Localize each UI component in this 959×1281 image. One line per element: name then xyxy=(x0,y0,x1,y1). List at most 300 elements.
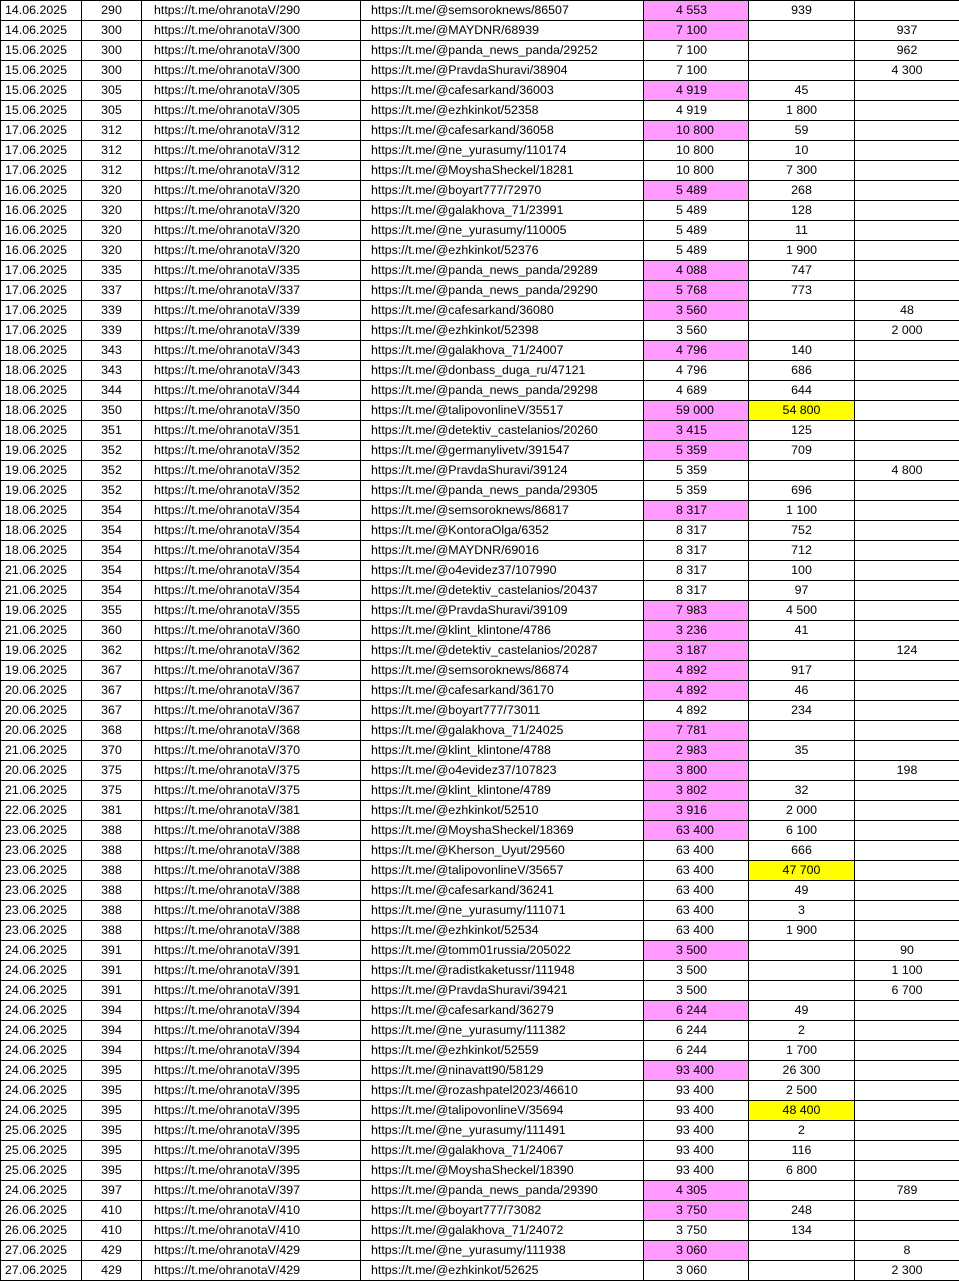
cell-repost-link[interactable]: https://t.me/@ne_yurasumy/110174 xyxy=(361,141,644,161)
cell-source-link[interactable]: https://t.me/ohranotaV/290 xyxy=(142,1,361,21)
cell-repost-views: 46 xyxy=(749,681,855,701)
cell-date: 25.06.2025 xyxy=(1,1141,82,1161)
cell-post-number: 300 xyxy=(82,61,142,81)
cell-repost-link[interactable]: https://t.me/@o4evidez37/107823 xyxy=(361,761,644,781)
cell-date: 24.06.2025 xyxy=(1,1081,82,1101)
cell-post-number: 354 xyxy=(82,581,142,601)
cell-repost-link[interactable]: https://t.me/@panda_news_panda/29305 xyxy=(361,481,644,501)
cell-source-views: 8 317 xyxy=(644,521,749,541)
cell-repost-link[interactable]: https://t.me/@panda_news_panda/29298 xyxy=(361,381,644,401)
cell-source-views: 5 359 xyxy=(644,461,749,481)
cell-repost-link[interactable]: https://t.me/@PravdaShuravi/39421 xyxy=(361,981,644,1001)
cell-source-link[interactable]: https://t.me/ohranotaV/375 xyxy=(142,761,361,781)
cell-repost-link[interactable]: https://t.me/@galakhova_71/24007 xyxy=(361,341,644,361)
cell-source-link[interactable]: https://t.me/ohranotaV/367 xyxy=(142,681,361,701)
cell-source-link[interactable]: https://t.me/ohranotaV/320 xyxy=(142,221,361,241)
table-row xyxy=(1,1181,959,1201)
cell-date: 15.06.2025 xyxy=(1,101,82,121)
cell-repost-link[interactable]: https://t.me/@galakhova_71/24072 xyxy=(361,1221,644,1241)
cell-source-link[interactable]: https://t.me/ohranotaV/381 xyxy=(142,801,361,821)
table-row xyxy=(1,81,959,101)
cell-repost-views: 696 xyxy=(749,481,855,501)
cell-repost-views: 47 700 xyxy=(749,861,855,881)
cell-source-link[interactable]: https://t.me/ohranotaV/429 xyxy=(142,1241,361,1261)
cell-source-views: 10 800 xyxy=(644,121,749,141)
cell-repost-link[interactable]: https://t.me/@panda_news_panda/29289 xyxy=(361,261,644,281)
cell-source-views: 5 489 xyxy=(644,201,749,221)
table-row xyxy=(1,1,959,21)
cell-extra-views xyxy=(855,681,959,701)
cell-source-link[interactable]: https://t.me/ohranotaV/343 xyxy=(142,341,361,361)
cell-repost-link[interactable]: https://t.me/@detektiv_castelanios/20260 xyxy=(361,421,644,441)
cell-repost-link[interactable]: https://t.me/@ninavatt90/58129 xyxy=(361,1061,644,1081)
table-row xyxy=(1,401,959,421)
cell-repost-link[interactable]: https://t.me/@detektiv_castelanios/20287 xyxy=(361,641,644,661)
cell-source-link[interactable]: https://t.me/ohranotaV/394 xyxy=(142,1041,361,1061)
cell-source-link[interactable]: https://t.me/ohranotaV/352 xyxy=(142,481,361,501)
cell-source-views: 5 768 xyxy=(644,281,749,301)
cell-source-link[interactable]: https://t.me/ohranotaV/312 xyxy=(142,161,361,181)
cell-source-views: 59 000 xyxy=(644,401,749,421)
cell-repost-views: 10 xyxy=(749,141,855,161)
cell-source-link[interactable]: https://t.me/ohranotaV/395 xyxy=(142,1101,361,1121)
cell-source-link[interactable]: https://t.me/ohranotaV/305 xyxy=(142,101,361,121)
cell-post-number: 351 xyxy=(82,421,142,441)
cell-repost-views: 709 xyxy=(749,441,855,461)
cell-repost-link[interactable]: https://t.me/@germanylivetv/391547 xyxy=(361,441,644,461)
cell-source-link[interactable]: https://t.me/ohranotaV/391 xyxy=(142,941,361,961)
cell-repost-views xyxy=(749,761,855,781)
cell-extra-views: 4 800 xyxy=(855,461,959,481)
cell-source-views: 3 187 xyxy=(644,641,749,661)
cell-post-number: 391 xyxy=(82,941,142,961)
cell-date: 15.06.2025 xyxy=(1,61,82,81)
cell-source-link[interactable]: https://t.me/ohranotaV/312 xyxy=(142,141,361,161)
cell-post-number: 394 xyxy=(82,1001,142,1021)
cell-source-link[interactable]: https://t.me/ohranotaV/352 xyxy=(142,461,361,481)
cell-repost-link[interactable]: https://t.me/@boyart777/73082 xyxy=(361,1201,644,1221)
table-row xyxy=(1,1041,959,1061)
cell-extra-views xyxy=(855,921,959,941)
cell-repost-link[interactable]: https://t.me/@donbass_duga_ru/47121 xyxy=(361,361,644,381)
cell-repost-link[interactable]: https://t.me/@semsoroknews/86507 xyxy=(361,1,644,21)
cell-post-number: 343 xyxy=(82,341,142,361)
cell-repost-views: 49 xyxy=(749,1001,855,1021)
cell-extra-views xyxy=(855,821,959,841)
cell-extra-views: 124 xyxy=(855,641,959,661)
table-row xyxy=(1,921,959,941)
cell-post-number: 410 xyxy=(82,1201,142,1221)
cell-repost-link[interactable]: https://t.me/@ezhkinkot/52376 xyxy=(361,241,644,261)
cell-post-number: 367 xyxy=(82,701,142,721)
cell-date: 25.06.2025 xyxy=(1,1121,82,1141)
cell-repost-link[interactable]: https://t.me/@ne_yurasumy/110005 xyxy=(361,221,644,241)
cell-date: 18.06.2025 xyxy=(1,381,82,401)
cell-post-number: 429 xyxy=(82,1241,142,1261)
cell-repost-link[interactable]: https://t.me/@ezhkinkot/52625 xyxy=(361,1261,644,1281)
cell-source-views: 5 489 xyxy=(644,241,749,261)
cell-source-link[interactable]: https://t.me/ohranotaV/395 xyxy=(142,1141,361,1161)
table-row xyxy=(1,961,959,981)
cell-source-link[interactable]: https://t.me/ohranotaV/350 xyxy=(142,401,361,421)
table-row xyxy=(1,501,959,521)
cell-source-views: 6 244 xyxy=(644,1001,749,1021)
cell-source-link[interactable]: https://t.me/ohranotaV/388 xyxy=(142,861,361,881)
cell-post-number: 320 xyxy=(82,241,142,261)
cell-extra-views: 962 xyxy=(855,41,959,61)
cell-repost-views: 1 700 xyxy=(749,1041,855,1061)
cell-extra-views xyxy=(855,521,959,541)
cell-repost-link[interactable]: https://t.me/@MAYDNR/69016 xyxy=(361,541,644,561)
cell-extra-views: 90 xyxy=(855,941,959,961)
table-row xyxy=(1,981,959,1001)
cell-repost-views: 32 xyxy=(749,781,855,801)
cell-repost-views xyxy=(749,301,855,321)
cell-source-views: 63 400 xyxy=(644,861,749,881)
cell-repost-views: 2 500 xyxy=(749,1081,855,1101)
cell-repost-views: 7 300 xyxy=(749,161,855,181)
cell-source-views: 3 750 xyxy=(644,1221,749,1241)
cell-post-number: 368 xyxy=(82,721,142,741)
cell-date: 17.06.2025 xyxy=(1,141,82,161)
cell-repost-link[interactable]: https://t.me/@galakhova_71/23991 xyxy=(361,201,644,221)
cell-repost-link[interactable]: https://t.me/@cafesarkand/36080 xyxy=(361,301,644,321)
table-row xyxy=(1,581,959,601)
cell-extra-views xyxy=(855,1041,959,1061)
cell-extra-views: 198 xyxy=(855,761,959,781)
table-row xyxy=(1,881,959,901)
cell-repost-views: 6 100 xyxy=(749,821,855,841)
cell-repost-link[interactable]: https://t.me/@panda_news_panda/29390 xyxy=(361,1181,644,1201)
cell-extra-views xyxy=(855,221,959,241)
cell-repost-link[interactable]: https://t.me/@cafesarkand/36241 xyxy=(361,881,644,901)
cell-extra-views xyxy=(855,1161,959,1181)
cell-date: 19.06.2025 xyxy=(1,641,82,661)
cell-date: 15.06.2025 xyxy=(1,41,82,61)
cell-source-link[interactable]: https://t.me/ohranotaV/354 xyxy=(142,541,361,561)
cell-repost-views: 2 000 xyxy=(749,801,855,821)
cell-source-views: 8 317 xyxy=(644,581,749,601)
cell-date: 24.06.2025 xyxy=(1,1101,82,1121)
cell-date: 16.06.2025 xyxy=(1,241,82,261)
cell-date: 23.06.2025 xyxy=(1,861,82,881)
cell-source-views: 3 500 xyxy=(644,981,749,1001)
cell-source-link[interactable]: https://t.me/ohranotaV/320 xyxy=(142,201,361,221)
table-row xyxy=(1,1241,959,1261)
table-row xyxy=(1,601,959,621)
cell-repost-link[interactable]: https://t.me/@MAYDNR/68939 xyxy=(361,21,644,41)
cell-date: 20.06.2025 xyxy=(1,761,82,781)
cell-extra-views xyxy=(855,701,959,721)
cell-date: 18.06.2025 xyxy=(1,401,82,421)
cell-source-link[interactable]: https://t.me/ohranotaV/370 xyxy=(142,741,361,761)
table-row xyxy=(1,41,959,61)
table-body xyxy=(1,1,959,1281)
cell-source-link[interactable]: https://t.me/ohranotaV/354 xyxy=(142,501,361,521)
cell-date: 24.06.2025 xyxy=(1,981,82,1001)
cell-repost-views: 747 xyxy=(749,261,855,281)
cell-extra-views: 2 300 xyxy=(855,1261,959,1281)
cell-source-link[interactable]: https://t.me/ohranotaV/339 xyxy=(142,301,361,321)
cell-post-number: 395 xyxy=(82,1061,142,1081)
cell-date: 24.06.2025 xyxy=(1,1061,82,1081)
cell-repost-link[interactable]: https://t.me/@ne_yurasumy/111938 xyxy=(361,1241,644,1261)
cell-source-link[interactable]: https://t.me/ohranotaV/388 xyxy=(142,901,361,921)
cell-repost-link[interactable]: https://t.me/@semsoroknews/86817 xyxy=(361,501,644,521)
cell-repost-views: 3 xyxy=(749,901,855,921)
cell-source-link[interactable]: https://t.me/ohranotaV/352 xyxy=(142,441,361,461)
cell-date: 16.06.2025 xyxy=(1,221,82,241)
cell-source-link[interactable]: https://t.me/ohranotaV/300 xyxy=(142,41,361,61)
cell-source-link[interactable]: https://t.me/ohranotaV/388 xyxy=(142,841,361,861)
cell-repost-views: 2 xyxy=(749,1021,855,1041)
cell-extra-views xyxy=(855,801,959,821)
cell-repost-link[interactable]: https://t.me/@talipovonlineV/35517 xyxy=(361,401,644,421)
cell-extra-views xyxy=(855,421,959,441)
table-row xyxy=(1,1081,959,1101)
cell-repost-link[interactable]: https://t.me/@ezhkinkot/52358 xyxy=(361,101,644,121)
cell-repost-link[interactable]: https://t.me/@PravdaShuravi/38904 xyxy=(361,61,644,81)
cell-source-link[interactable]: https://t.me/ohranotaV/388 xyxy=(142,821,361,841)
cell-repost-views: 49 xyxy=(749,881,855,901)
cell-repost-link[interactable]: https://t.me/@ezhkinkot/52510 xyxy=(361,801,644,821)
cell-source-link[interactable]: https://t.me/ohranotaV/305 xyxy=(142,81,361,101)
cell-date: 20.06.2025 xyxy=(1,721,82,741)
cell-post-number: 375 xyxy=(82,781,142,801)
cell-source-views: 3 500 xyxy=(644,941,749,961)
cell-repost-views: 140 xyxy=(749,341,855,361)
cell-source-views: 3 500 xyxy=(644,961,749,981)
cell-source-link[interactable]: https://t.me/ohranotaV/391 xyxy=(142,961,361,981)
cell-post-number: 339 xyxy=(82,301,142,321)
cell-repost-link[interactable]: https://t.me/@rozashpatel2023/46610 xyxy=(361,1081,644,1101)
cell-repost-link[interactable]: https://t.me/@ne_yurasumy/111382 xyxy=(361,1021,644,1041)
cell-date: 27.06.2025 xyxy=(1,1241,82,1261)
cell-source-views: 7 100 xyxy=(644,41,749,61)
cell-extra-views xyxy=(855,441,959,461)
cell-repost-link[interactable]: https://t.me/@PravdaShuravi/39124 xyxy=(361,461,644,481)
cell-source-views: 3 415 xyxy=(644,421,749,441)
cell-source-link[interactable]: https://t.me/ohranotaV/354 xyxy=(142,561,361,581)
cell-repost-link[interactable]: https://t.me/@Kherson_Uyut/29560 xyxy=(361,841,644,861)
cell-repost-link[interactable]: https://t.me/@talipovonlineV/35657 xyxy=(361,861,644,881)
cell-repost-link[interactable]: https://t.me/@boyart777/73011 xyxy=(361,701,644,721)
cell-source-views: 93 400 xyxy=(644,1121,749,1141)
cell-repost-link[interactable]: https://t.me/@galakhova_71/24067 xyxy=(361,1141,644,1161)
cell-repost-link[interactable]: https://t.me/@ne_yurasumy/111071 xyxy=(361,901,644,921)
table-row xyxy=(1,561,959,581)
table-row xyxy=(1,121,959,141)
cell-source-link[interactable]: https://t.me/ohranotaV/367 xyxy=(142,701,361,721)
cell-post-number: 352 xyxy=(82,461,142,481)
cell-post-number: 305 xyxy=(82,101,142,121)
cell-repost-link[interactable]: https://t.me/@klint_klintone/4786 xyxy=(361,621,644,641)
cell-repost-views: 644 xyxy=(749,381,855,401)
cell-source-link[interactable]: https://t.me/ohranotaV/394 xyxy=(142,1021,361,1041)
table-row xyxy=(1,221,959,241)
cell-source-views: 3 560 xyxy=(644,321,749,341)
cell-repost-views xyxy=(749,721,855,741)
cell-extra-views xyxy=(855,721,959,741)
cell-source-link[interactable]: https://t.me/ohranotaV/354 xyxy=(142,521,361,541)
cell-source-views: 3 802 xyxy=(644,781,749,801)
cell-repost-link[interactable]: https://t.me/@cafesarkand/36170 xyxy=(361,681,644,701)
cell-post-number: 375 xyxy=(82,761,142,781)
cell-repost-link[interactable]: https://t.me/@MoyshaSheckel/18281 xyxy=(361,161,644,181)
cell-repost-link[interactable]: https://t.me/@ezhkinkot/52559 xyxy=(361,1041,644,1061)
cell-source-views: 4 919 xyxy=(644,101,749,121)
cell-repost-link[interactable]: https://t.me/@talipovonlineV/35694 xyxy=(361,1101,644,1121)
cell-post-number: 391 xyxy=(82,961,142,981)
cell-source-link[interactable]: https://t.me/ohranotaV/300 xyxy=(142,21,361,41)
cell-source-link[interactable]: https://t.me/ohranotaV/388 xyxy=(142,921,361,941)
table-row xyxy=(1,1201,959,1221)
cell-extra-views xyxy=(855,101,959,121)
cell-post-number: 337 xyxy=(82,281,142,301)
table-row xyxy=(1,161,959,181)
cell-source-link[interactable]: https://t.me/ohranotaV/320 xyxy=(142,241,361,261)
table-row xyxy=(1,421,959,441)
cell-repost-link[interactable]: https://t.me/@klint_klintone/4789 xyxy=(361,781,644,801)
cell-repost-views: 59 xyxy=(749,121,855,141)
cell-repost-link[interactable]: https://t.me/@radistkaketussr/111948 xyxy=(361,961,644,981)
cell-repost-link[interactable]: https://t.me/@o4evidez37/107990 xyxy=(361,561,644,581)
cell-extra-views xyxy=(855,861,959,881)
cell-repost-link[interactable]: https://t.me/@cafesarkand/36279 xyxy=(361,1001,644,1021)
cell-source-link[interactable]: https://t.me/ohranotaV/395 xyxy=(142,1121,361,1141)
cell-source-views: 8 317 xyxy=(644,561,749,581)
table-row xyxy=(1,861,959,881)
cell-source-link[interactable]: https://t.me/ohranotaV/391 xyxy=(142,981,361,1001)
table-row xyxy=(1,181,959,201)
cell-source-views: 3 750 xyxy=(644,1201,749,1221)
cell-source-link[interactable]: https://t.me/ohranotaV/394 xyxy=(142,1001,361,1021)
cell-repost-link[interactable]: https://t.me/@PravdaShuravi/39109 xyxy=(361,601,644,621)
cell-extra-views xyxy=(855,341,959,361)
cell-repost-link[interactable]: https://t.me/@tomm01russia/205022 xyxy=(361,941,644,961)
cell-source-link[interactable]: https://t.me/ohranotaV/351 xyxy=(142,421,361,441)
cell-source-link[interactable]: https://t.me/ohranotaV/395 xyxy=(142,1061,361,1081)
cell-source-link[interactable]: https://t.me/ohranotaV/367 xyxy=(142,661,361,681)
cell-repost-views xyxy=(749,961,855,981)
cell-repost-link[interactable]: https://t.me/@cafesarkand/36058 xyxy=(361,121,644,141)
cell-repost-link[interactable]: https://t.me/@galakhova_71/24025 xyxy=(361,721,644,741)
cell-repost-link[interactable]: https://t.me/@MoyshaSheckel/18369 xyxy=(361,821,644,841)
cell-repost-link[interactable]: https://t.me/@KontoraOlga/6352 xyxy=(361,521,644,541)
cell-repost-link[interactable]: https://t.me/@ezhkinkot/52398 xyxy=(361,321,644,341)
cell-date: 21.06.2025 xyxy=(1,581,82,601)
cell-date: 19.06.2025 xyxy=(1,601,82,621)
cell-source-views: 8 317 xyxy=(644,541,749,561)
cell-date: 19.06.2025 xyxy=(1,661,82,681)
cell-extra-views xyxy=(855,241,959,261)
cell-source-views: 7 100 xyxy=(644,61,749,81)
cell-repost-link[interactable]: https://t.me/@cafesarkand/36003 xyxy=(361,81,644,101)
cell-repost-views xyxy=(749,321,855,341)
table-row xyxy=(1,641,959,661)
cell-source-views: 63 400 xyxy=(644,901,749,921)
cell-date: 21.06.2025 xyxy=(1,621,82,641)
cell-source-views: 4 553 xyxy=(644,1,749,21)
cell-source-link[interactable]: https://t.me/ohranotaV/375 xyxy=(142,781,361,801)
cell-date: 19.06.2025 xyxy=(1,441,82,461)
cell-source-link[interactable]: https://t.me/ohranotaV/410 xyxy=(142,1221,361,1241)
cell-source-link[interactable]: https://t.me/ohranotaV/300 xyxy=(142,61,361,81)
cell-post-number: 290 xyxy=(82,1,142,21)
cell-extra-views xyxy=(855,581,959,601)
cell-date: 24.06.2025 xyxy=(1,1181,82,1201)
cell-source-link[interactable]: https://t.me/ohranotaV/362 xyxy=(142,641,361,661)
cell-repost-views: 2 xyxy=(749,1121,855,1141)
cell-date: 23.06.2025 xyxy=(1,841,82,861)
cell-extra-views xyxy=(855,401,959,421)
cell-post-number: 354 xyxy=(82,521,142,541)
cell-source-views: 63 400 xyxy=(644,821,749,841)
cell-repost-views: 773 xyxy=(749,281,855,301)
cell-source-link[interactable]: https://t.me/ohranotaV/343 xyxy=(142,361,361,381)
cell-source-link[interactable]: https://t.me/ohranotaV/355 xyxy=(142,601,361,621)
table-row xyxy=(1,1141,959,1161)
cell-source-link[interactable]: https://t.me/ohranotaV/335 xyxy=(142,261,361,281)
cell-repost-views xyxy=(749,981,855,1001)
cell-date: 17.06.2025 xyxy=(1,121,82,141)
cell-repost-views: 6 800 xyxy=(749,1161,855,1181)
cell-extra-views: 4 300 xyxy=(855,61,959,81)
cell-repost-link[interactable]: https://t.me/@detektiv_castelanios/20437 xyxy=(361,581,644,601)
cell-repost-link[interactable]: https://t.me/@ne_yurasumy/111491 xyxy=(361,1121,644,1141)
table-row xyxy=(1,841,959,861)
cell-source-link[interactable]: https://t.me/ohranotaV/312 xyxy=(142,121,361,141)
cell-extra-views xyxy=(855,741,959,761)
cell-repost-link[interactable]: https://t.me/@klint_klintone/4788 xyxy=(361,741,644,761)
cell-source-link[interactable]: https://t.me/ohranotaV/397 xyxy=(142,1181,361,1201)
cell-repost-link[interactable]: https://t.me/@semsoroknews/86874 xyxy=(361,661,644,681)
cell-extra-views: 789 xyxy=(855,1181,959,1201)
cell-post-number: 429 xyxy=(82,1261,142,1281)
cell-post-number: 320 xyxy=(82,221,142,241)
cell-source-views: 4 689 xyxy=(644,381,749,401)
cell-source-link[interactable]: https://t.me/ohranotaV/368 xyxy=(142,721,361,741)
cell-repost-link[interactable]: https://t.me/@MoyshaSheckel/18390 xyxy=(361,1161,644,1181)
cell-repost-link[interactable]: https://t.me/@ezhkinkot/52534 xyxy=(361,921,644,941)
cell-source-views: 4 919 xyxy=(644,81,749,101)
table-row xyxy=(1,1101,959,1121)
cell-source-views: 4 088 xyxy=(644,261,749,281)
cell-source-views: 93 400 xyxy=(644,1081,749,1101)
cell-source-link[interactable]: https://t.me/ohranotaV/344 xyxy=(142,381,361,401)
cell-source-link[interactable]: https://t.me/ohranotaV/360 xyxy=(142,621,361,641)
cell-source-link[interactable]: https://t.me/ohranotaV/354 xyxy=(142,581,361,601)
cell-source-views: 63 400 xyxy=(644,921,749,941)
cell-source-link[interactable]: https://t.me/ohranotaV/320 xyxy=(142,181,361,201)
cell-source-link[interactable]: https://t.me/ohranotaV/429 xyxy=(142,1261,361,1281)
cell-source-link[interactable]: https://t.me/ohranotaV/410 xyxy=(142,1201,361,1221)
cell-source-link[interactable]: https://t.me/ohranotaV/388 xyxy=(142,881,361,901)
cell-source-link[interactable]: https://t.me/ohranotaV/337 xyxy=(142,281,361,301)
cell-source-link[interactable]: https://t.me/ohranotaV/339 xyxy=(142,321,361,341)
cell-extra-views: 937 xyxy=(855,21,959,41)
cell-post-number: 352 xyxy=(82,441,142,461)
cell-source-views: 5 489 xyxy=(644,181,749,201)
cell-repost-link[interactable]: https://t.me/@panda_news_panda/29290 xyxy=(361,281,644,301)
cell-repost-link[interactable]: https://t.me/@panda_news_panda/29252 xyxy=(361,41,644,61)
table-row xyxy=(1,1261,959,1281)
cell-source-link[interactable]: https://t.me/ohranotaV/395 xyxy=(142,1081,361,1101)
cell-repost-link[interactable]: https://t.me/@boyart777/72970 xyxy=(361,181,644,201)
cell-source-link[interactable]: https://t.me/ohranotaV/395 xyxy=(142,1161,361,1181)
table-row xyxy=(1,481,959,501)
cell-post-number: 370 xyxy=(82,741,142,761)
